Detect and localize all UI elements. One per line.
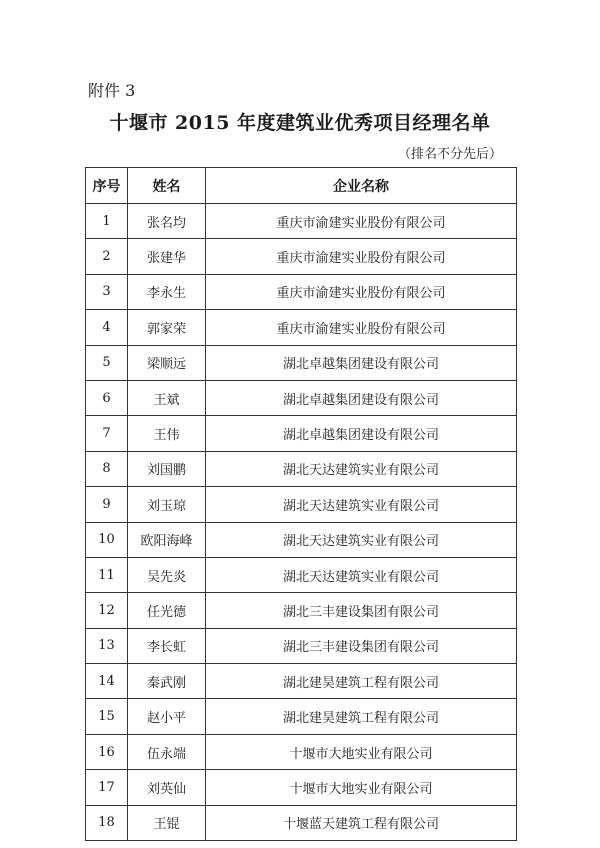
row-number: 13: [86, 628, 128, 663]
table-row: [86, 487, 517, 522]
table-row: [86, 274, 517, 309]
table-row: [86, 593, 517, 628]
manager-name: 梁顺远: [128, 345, 206, 380]
row-number: 6: [86, 380, 128, 415]
company-name: 湖北天达建筑实业有限公司: [206, 522, 517, 557]
row-number: 5: [86, 345, 128, 380]
row-number: 17: [86, 770, 128, 805]
table-header-row: [86, 168, 517, 204]
header-company: 企业名称: [206, 168, 517, 204]
table-row: [86, 699, 517, 734]
table-row: [86, 522, 517, 557]
manager-name: 张建华: [128, 239, 206, 274]
row-number: 2: [86, 239, 128, 274]
manager-name: 赵小平: [128, 699, 206, 734]
company-name: 重庆市渝建实业股份有限公司: [206, 204, 517, 239]
manager-name: 王伟: [128, 416, 206, 451]
row-number: 8: [86, 451, 128, 486]
row-number: 15: [86, 699, 128, 734]
row-number: 14: [86, 664, 128, 699]
manager-name: 吴先炎: [128, 557, 206, 592]
company-name: 湖北三丰建设集团有限公司: [206, 593, 517, 628]
manager-name: 王锟: [128, 805, 206, 840]
table-row: [86, 628, 517, 663]
row-number: 10: [86, 522, 128, 557]
table-row: [86, 734, 517, 769]
company-name: 湖北天达建筑实业有限公司: [206, 451, 517, 486]
table-row: [86, 204, 517, 239]
company-name: 重庆市渝建实业股份有限公司: [206, 239, 517, 274]
manager-name: 欧阳海峰: [128, 522, 206, 557]
row-number: 11: [86, 557, 128, 592]
company-name: 湖北建昊建筑工程有限公司: [206, 699, 517, 734]
attachment-label: 附件 3: [88, 81, 136, 100]
manager-name: 刘国鹏: [128, 451, 206, 486]
table-row: [86, 451, 517, 486]
header-number: 序号: [86, 168, 128, 204]
company-name: 十堰蓝天建筑工程有限公司: [206, 805, 517, 840]
company-name: 重庆市渝建实业股份有限公司: [206, 274, 517, 309]
table-row: [86, 805, 517, 840]
company-name: 湖北卓越集团建设有限公司: [206, 345, 517, 380]
manager-name: 李长虹: [128, 628, 206, 663]
table-row: [86, 770, 517, 805]
manager-name: 郭家荣: [128, 310, 206, 345]
table-body: [86, 204, 517, 841]
row-number: 9: [86, 487, 128, 522]
company-name: 湖北卓越集团建设有限公司: [206, 380, 517, 415]
document-title: 十堰市 2015 年度建筑业优秀项目经理名单: [109, 112, 491, 134]
table-row: [86, 380, 517, 415]
row-number: 1: [86, 204, 128, 239]
row-number: 16: [86, 734, 128, 769]
company-name: 十堰市大地实业有限公司: [206, 770, 517, 805]
manager-name: 张名均: [128, 204, 206, 239]
manager-name: 秦武刚: [128, 664, 206, 699]
table-row: [86, 310, 517, 345]
manager-name: 任光德: [128, 593, 206, 628]
manager-table: [85, 167, 517, 841]
manager-name: 王斌: [128, 380, 206, 415]
company-name: 湖北三丰建设集团有限公司: [206, 628, 517, 663]
manager-name: 伍永端: [128, 734, 206, 769]
company-name: 湖北天达建筑实业有限公司: [206, 487, 517, 522]
table-row: [86, 557, 517, 592]
table-row: [86, 345, 517, 380]
manager-name: 刘玉琼: [128, 487, 206, 522]
table-row: [86, 416, 517, 451]
row-number: 7: [86, 416, 128, 451]
company-name: 湖北建昊建筑工程有限公司: [206, 664, 517, 699]
header-name: 姓名: [128, 168, 206, 204]
row-number: 3: [86, 274, 128, 309]
row-number: 18: [86, 805, 128, 840]
company-name: 十堰市大地实业有限公司: [206, 734, 517, 769]
table-row: [86, 239, 517, 274]
company-name: 湖北卓越集团建设有限公司: [206, 416, 517, 451]
table-row: [86, 664, 517, 699]
company-name: 重庆市渝建实业股份有限公司: [206, 310, 517, 345]
row-number: 12: [86, 593, 128, 628]
ranking-note: （排名不分先后）: [398, 147, 503, 162]
row-number: 4: [86, 310, 128, 345]
company-name: 湖北天达建筑实业有限公司: [206, 557, 517, 592]
manager-name: 刘英仙: [128, 770, 206, 805]
manager-name: 李永生: [128, 274, 206, 309]
